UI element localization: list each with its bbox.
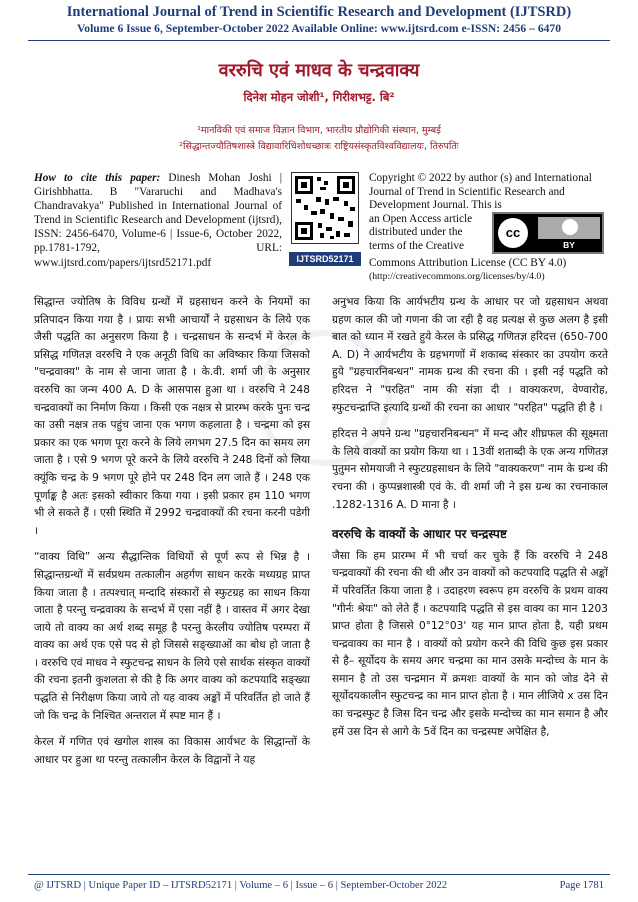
copyright-line-4: (http://creativecommons.org/licenses/by/4.0) xyxy=(369,271,545,283)
cc-icon: cc xyxy=(498,218,528,248)
body-column-right xyxy=(332,294,608,750)
citation-label: How to cite this paper: xyxy=(34,172,161,184)
affiliation-2: ²सिद्धान्तज्यौतिषशास्त्रे विद्यावारिधिशोधच्छात्रः राष्ट्रियसंस्कृतविश्वविद्यालयः, तिरुपतिः xyxy=(179,141,459,152)
page-number: Page 1781 xyxy=(559,880,604,891)
copyright-line-1: Copyright © 2022 by author (s) and International Journal of Trend in Scientific Research and Development Journal. This is xyxy=(369,172,592,212)
copyright-line-3: Commons Attribution License (CC BY 4.0) xyxy=(369,256,567,269)
footer-info: @ IJTSRD | Unique Paper ID – IJTSRD52171 | Volume – 6 | Issue – 6 | September-October 2022 xyxy=(34,880,448,891)
body-paragraph: सिद्धान्त ज्योतिष के विविध ग्रन्थों में ग्रहसाधन करने के नियमों का प्रतिपादन किया गया है । प्रायः सभी आचार्यों ने ग्रहसाधन के लिये एक जैसी पद्धति का अनुसरण किया है । चन्द्रसाधन के सन्दर्भ में केरल के प्रसिद्ध गणितज्ञ वररुचि ने एक अनूठी विधि का अविष्कार किया जिसको "चन्द्रवाक्य" के नाम से जाना जाता है । के.वी. शर्मा जी के अनुसार वररुचि का जन्म 400 A. D के आसपास हुआ था । वररुचि ने 248 चन्द्रवाक्यों का निर्माण किया । किसी एक नक्षत्र से प्रारम्भ करके पुनः चन्द्र का उसी नक्षत्र तक पहुंच जाना एक भगण कहलाता है । चन्द्रमा को इस प्रकार का एक भगण पूरा करने के लिये लगभग 27.5 दिन का समय लग जाता है । एसे 9 भगण पूरे करने के लिये वररुचि ने 248 दिनों को लिया क्यूंकि चन्द्र के 9 भगण पूरे होने पर 248 दिन लग जाते हैं । 248 एक पूर्णाङ्क है अतः इसको स्वीकार किया गया । इसी प्रकार हम 110 भगण भी ले सकते हैं । एसी स्थिति में 2992 चन्द्रवाक्यों की रचना करनी पडेगी । xyxy=(34,296,310,537)
affiliation-1: ¹मानविकी एवं समाज विज्ञान विभाग, भारतीय प्रौद्योगिकी संस्थान, मुम्बई xyxy=(197,125,441,136)
body-paragraph: केरल में गणित एवं खगोल शास्त्र का विकास आर्यभट के सिद्धान्तों के आधार पर हुआ था परन्तु तत्कालीन केरल के विद्वानों ने यह xyxy=(34,736,310,766)
by-label: BY xyxy=(563,240,575,250)
journal-title: International Journal of Trend in Scientific Research and Development (IJTSRD) xyxy=(66,4,572,20)
body-paragraph: जैसा कि हम प्रारम्भ में भी चर्चा कर चुके हैं कि वररुचि ने 248 चन्द्रवाक्यों की रचना की थी और उन वाक्यों को कटपयादि पद्धति से अङ्कों में परिवर्तित किया जाता है । उदाहरण स्वरूप हम वररुचि के प्रथम वाक्य "गीर्नः श्रेयः" को लेते हैं । कटपयादि पद्धति से इस वाक्य का मान 1203 प्राप्त होता है जिससे 0°12°03' यह मान प्राप्त होता है, यही प्रथम चन्द्रवाक्य का मान है । वाक्यों को प्रयोग करने की विधि कुछ इस प्रकार से है– सूर्योदय के समय अगर चन्द्रमा का मान उसके मन्दोच्च के मान के समान है तो उस चन्द्रमान में क्रमशः वाक्यों के मान को जोड देने से सूर्योदयकालीन स्फुटचन्द्र का मान प्राप्त होता है । मान लीजिये x उस दिन का चन्द्रस्फुट है जिस दिन चन्द्र और इसके मन्दोच्च का मान समान है और हमें उस दिन से आगे के 5वें दिन का चन्द्रस्पष्ट अपेक्षित है, xyxy=(332,549,608,738)
header-rule xyxy=(28,40,610,41)
person-icon xyxy=(562,219,578,235)
qr-id-label: IJTSRD52171 xyxy=(289,252,361,266)
issue-line: Volume 6 Issue 6, September-October 2022 Available Online: www.ijtsrd.com e-ISSN: 2456 – 6470 xyxy=(76,22,562,35)
body-paragraph: “वाक्य विधि” अन्य सैद्धान्तिक विधियों से पूर्ण रूप से भिन्न है । सिद्धान्तग्रन्थों में सर्वप्रथम तत्कालीन अहर्गण साधन करके मध्यग्रह प्राप्त किया जाता है । तत्पश्चात् मन्दादि संस्कारों से स्फुटग्रह का साधन किया जाता है परन्तु चन्द्रवाक्य के सन्दर्भ में एसा नहीं है । वास्तव में अगर देखा जाये तो वाक्य का अर्थ शब्द समूह है परन्तु केरलीय ज्योतिष परम्परा में वाक्य का अर्थ एक एसे पद से हो जिससे सङ्ख्याओं का बोध हो जाता है । वररुचि एवं माधव ने स्फुटचन्द्र साधन के लिये एसे सार्थक संस्कृत वाक्यों की रचना इतनी कुशलता से की है कि अगर वाक्य को कटपयादि सङ्ख्या पद्धति से निरीक्षण किया जाये तो यह वाक्य अङ्कों में परिवर्तित हो जाते हैं जो कि चन्द्र के निश्चित अन्तराल में स्पष्ट मान हैं । xyxy=(34,551,310,722)
section-heading: वररुचि के वाक्यों के आधार पर चन्द्रस्पष्ट xyxy=(332,527,507,542)
qr-code-icon xyxy=(291,172,359,244)
citation-block xyxy=(34,171,282,270)
cc-by-license-icon xyxy=(492,212,604,254)
copyright-line-2: an Open Access article distributed under the terms of the Creative xyxy=(369,212,473,252)
body-paragraph: अनुभव किया कि आर्यभटीय ग्रन्थ के आधार पर जो ग्रहसाधन अथवा ग्रहण काल की जो गणना की जा रही है वह प्रत्यक्ष से कुछ अलग है इसी बात को ध्यान में रखते हुये केरल के प्रसिद्ध गणितज्ञ हरिदत्त (650-700 A. D) ने आर्यभटीय के ग्रहभगणों में शकाब्द संस्कार का उपयोग करते हुये "ग्रहचारनिबन्धन" नामक ग्रन्थ की रचना की । इसी नई पद्धति को हरिदत्त ने "परहित" नाम की संज्ञा दी । वाक्यकरण, वेण्वारोह, स्फुटचन्द्राप्ति इत्यादि ग्रन्थों की रचना का आधार "परहित" पद्धति ही है । xyxy=(332,296,608,414)
body-column-left xyxy=(34,294,310,778)
paper-title: वररुचि एवं माधव के चन्द्रवाक्य xyxy=(218,60,420,81)
citation-text: Dinesh Mohan Joshi | Girishbhatta. B "Vararuchi and Madhava's Chandravakya" Published in International Journal of Trend in Scientific Research and Development (ijtsrd), ISSN: 2456-6470, Volume-6 | Issue-6, October 2022, pp.1781-1792, URL: www.ijtsrd.com/papers/ijtsrd52171.pdf xyxy=(34,172,282,269)
footer-rule xyxy=(28,874,610,875)
paper-authors: दिनेश मोहन जोशी¹, गिरीशभट्ट. बि² xyxy=(243,90,395,104)
body-paragraph: हरिदत्त ने अपने ग्रन्थ "ग्रहचारनिबन्धन" में मन्द और शीघ्रफल की सूक्ष्मता के लिये वाक्यों का प्रयोग किया था । 13वीं शताब्दी के एक अन्य गणितज्ञ पुतुमन सोमयाजी ने स्फुटग्रहसाधन के लिये "वाक्यकरण" नाम के ग्रन्थ की रचना की । कुप्पन्नशास्त्री एवं के. वी शर्मा जी ने इस ग्रन्थ का रचनाकाल .1282-1316 A. D माना है । xyxy=(332,428,608,511)
